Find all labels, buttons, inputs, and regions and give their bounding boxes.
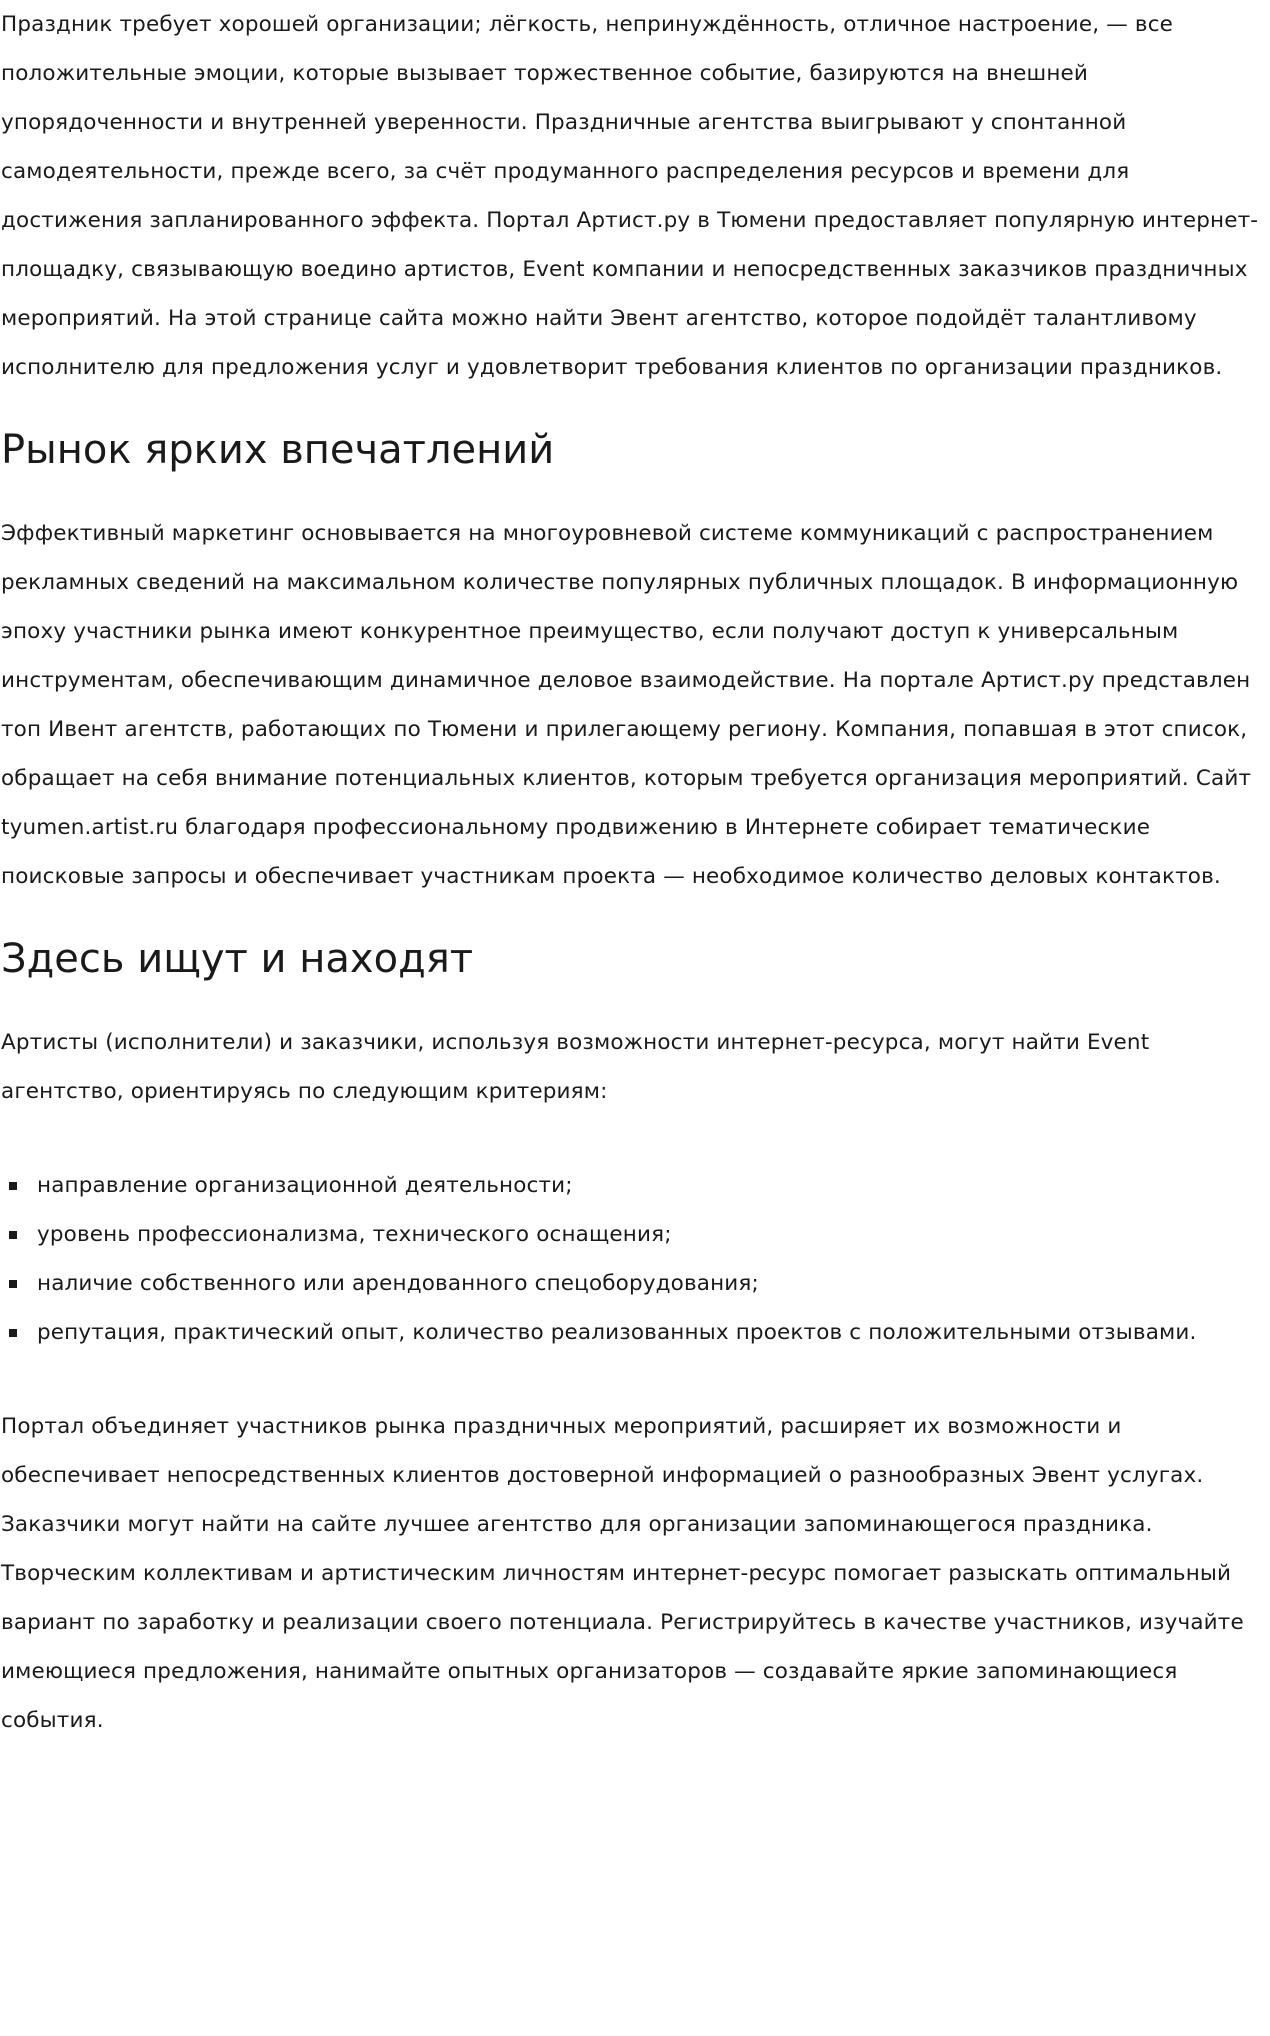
square-bullet-icon: [9, 1231, 17, 1239]
search-intro-paragraph: Артисты (исполнители) и заказчики, используя возможности интернет-ресурса, могут найти Event агентство, ориентируясь по следующим критериям:: [1, 1030, 1150, 1104]
list-item: [1, 1308, 1270, 1357]
list-item: [1, 1161, 1270, 1210]
closing-paragraph: Портал объединяет участников рынка праздничных мероприятий, расширяет их возможности и обеспечивает непосредственных клиентов достоверной информацией о разнообразных Эвент услугах. Заказчики могут найти на сайте лучшее агентство для организации запоминающегося праздника. Творческим коллективам и артистическим личностям интернет-ресурс помогает разыскать оптимальный вариант по заработку и реализации своего потенциала. Регистрируйтесь в качестве участников, изучайте имеющиеся предложения, нанимайте опытных организаторов — создавайте яркие запоминающиеся события.: [1, 1414, 1244, 1733]
criteria-list: [1, 1161, 1270, 1357]
list-item-text: направление организационной деятельности;: [37, 1173, 573, 1198]
intro-paragraph: Праздник требует хорошей организации; лёгкость, непринуждённость, отличное настроение, — все положительные эмоции, которые вызывает торжественное событие, базируются на внешней упорядоченности и внутренней уверенности. Праздничные агентства выигрывают у спонтанной самодеятельности, прежде всего, за счёт продуманного распределения ресурсов и времени для достижения запланированного эффекта. Портал Артист.ру в Тюмени предоставляет популярную интернет-площадку, связывающую воедино артистов, Event компании и непосредственных заказчиков праздничных мероприятий. На этой странице сайта можно найти Эвент агентство, которое подойдёт талантливому исполнителю для предложения услуг и удовлетворит требования клиентов по организации праздников.: [1, 12, 1259, 380]
section-heading-market: Рынок ярких впечатлений: [1, 427, 555, 473]
square-bullet-icon: [9, 1280, 17, 1288]
market-paragraph: Эффективный маркетинг основывается на многоуровневой системе коммуникаций с распространением рекламных сведений на максимальном количестве популярных публичных площадок. В информационную эпоху участники рынка имеют конкурентное преимущество, если получают доступ к универсальным инструментам, обеспечивающим динамичное деловое взаимодействие. На портале Артист.ру представлен топ Ивент агентств, работающих по Тюмени и прилегающему региону. Компания, попавшая в этот список, обращает на себя внимание потенциальных клиентов, которым требуется организация мероприятий. Сайт tyumen.artist.ru благодаря профессиональному продвижению в Интернете собирает тематические поисковые запросы и обеспечивает участникам проекта — необходимое количество деловых контактов.: [1, 521, 1252, 889]
section-heading-search: Здесь ищут и находят: [1, 936, 474, 982]
list-item: [1, 1210, 1270, 1259]
list-item-text: уровень профессионализма, технического оснащения;: [37, 1222, 672, 1247]
list-item: [1, 1259, 1270, 1308]
square-bullet-icon: [9, 1182, 17, 1190]
list-item-text: репутация, практический опыт, количество реализованных проектов с положительными отзывами.: [37, 1320, 1197, 1345]
square-bullet-icon: [9, 1329, 17, 1337]
list-item-text: наличие собственного или арендованного спецоборудования;: [37, 1271, 759, 1296]
